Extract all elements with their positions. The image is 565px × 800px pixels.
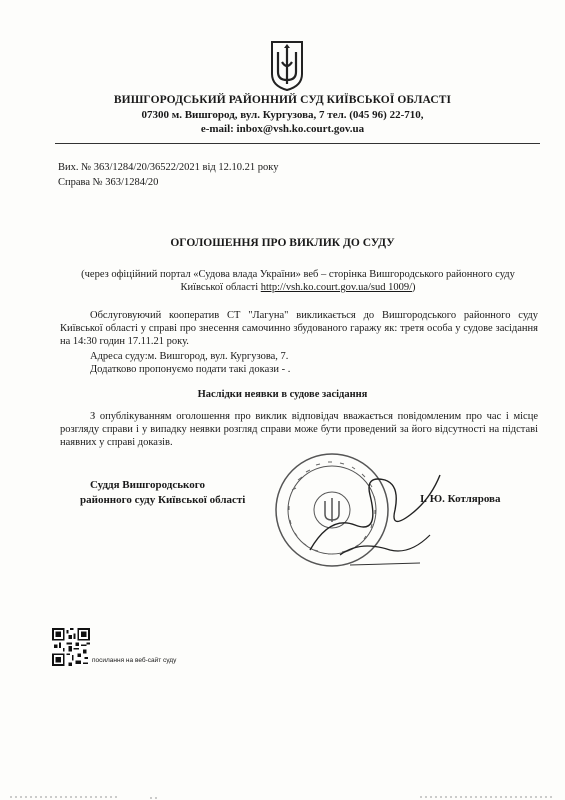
signature-icon: [300, 455, 450, 575]
summons-paragraph: Обслуговуючий кооператив СТ "Лагуна" викликається до Вишгородського районного суду Київської області у справі про знесення самочинно збудованого гаражу як: третя особа у судове засідання на 14:30 годин 17.11.21 року.: [60, 310, 538, 347]
qr-code-icon[interactable]: [52, 628, 90, 666]
judge-line-1: Суддя Вишгородського: [90, 479, 205, 491]
qr-label: посилання на веб-сайт суду: [92, 657, 177, 664]
court-name: ВИШГОРОДСЬКИЙ РАЙОННИЙ СУД КИЇВСЬКОЇ ОБЛАСТІ: [113, 94, 452, 106]
consequences-paragraph: З опублікуванням оголошення про виклик відповідач вважається повідомленим про час і місце розгляду справи і у випадку неявки розгляд справи може бути проведений за його відсутності на підставі наявних у справі доказів.: [60, 411, 538, 448]
judge-title: [80, 478, 270, 508]
court-website-link[interactable]: http://vsh.ko.court.gov.ua/sud 1009/: [260, 282, 413, 293]
page-title: ОГОЛОШЕННЯ ПРО ВИКЛИК ДО СУДУ: [170, 237, 395, 249]
judge-name: І. Ю. Котлярова: [420, 493, 501, 505]
portal-note: [63, 268, 533, 294]
scan-edge-marks: [0, 792, 565, 800]
judge-line-2: районного суду Київської області: [80, 494, 246, 506]
evidence-line: Додатково пропонуємо подати такі докази - .: [90, 364, 291, 375]
outgoing-number: Вих. № 363/1284/20/36522/2021 від 12.10.21 року: [58, 162, 279, 173]
court-address: 07300 м. Вишгород, вул. Кургузова, 7 тел. (045 96) 22-710,: [141, 109, 424, 121]
header-divider: [55, 143, 540, 144]
portal-close: ): [412, 282, 416, 293]
trident-emblem-icon: [270, 40, 304, 92]
court-address-line: Адреса суду:м. Вишгород, вул. Кургузова, 7.: [90, 351, 289, 362]
consequences-title: Наслідки неявки в судове засідання: [197, 389, 368, 400]
court-email: e-mail: inbox@vsh.ko.court.gov.ua: [200, 123, 365, 135]
case-number: Справа № 363/1284/20: [58, 177, 159, 188]
portal-text: (через офіційний портал «Судова влада України» веб – сторінка Вишгородського районного суду Київської області: [81, 269, 515, 293]
